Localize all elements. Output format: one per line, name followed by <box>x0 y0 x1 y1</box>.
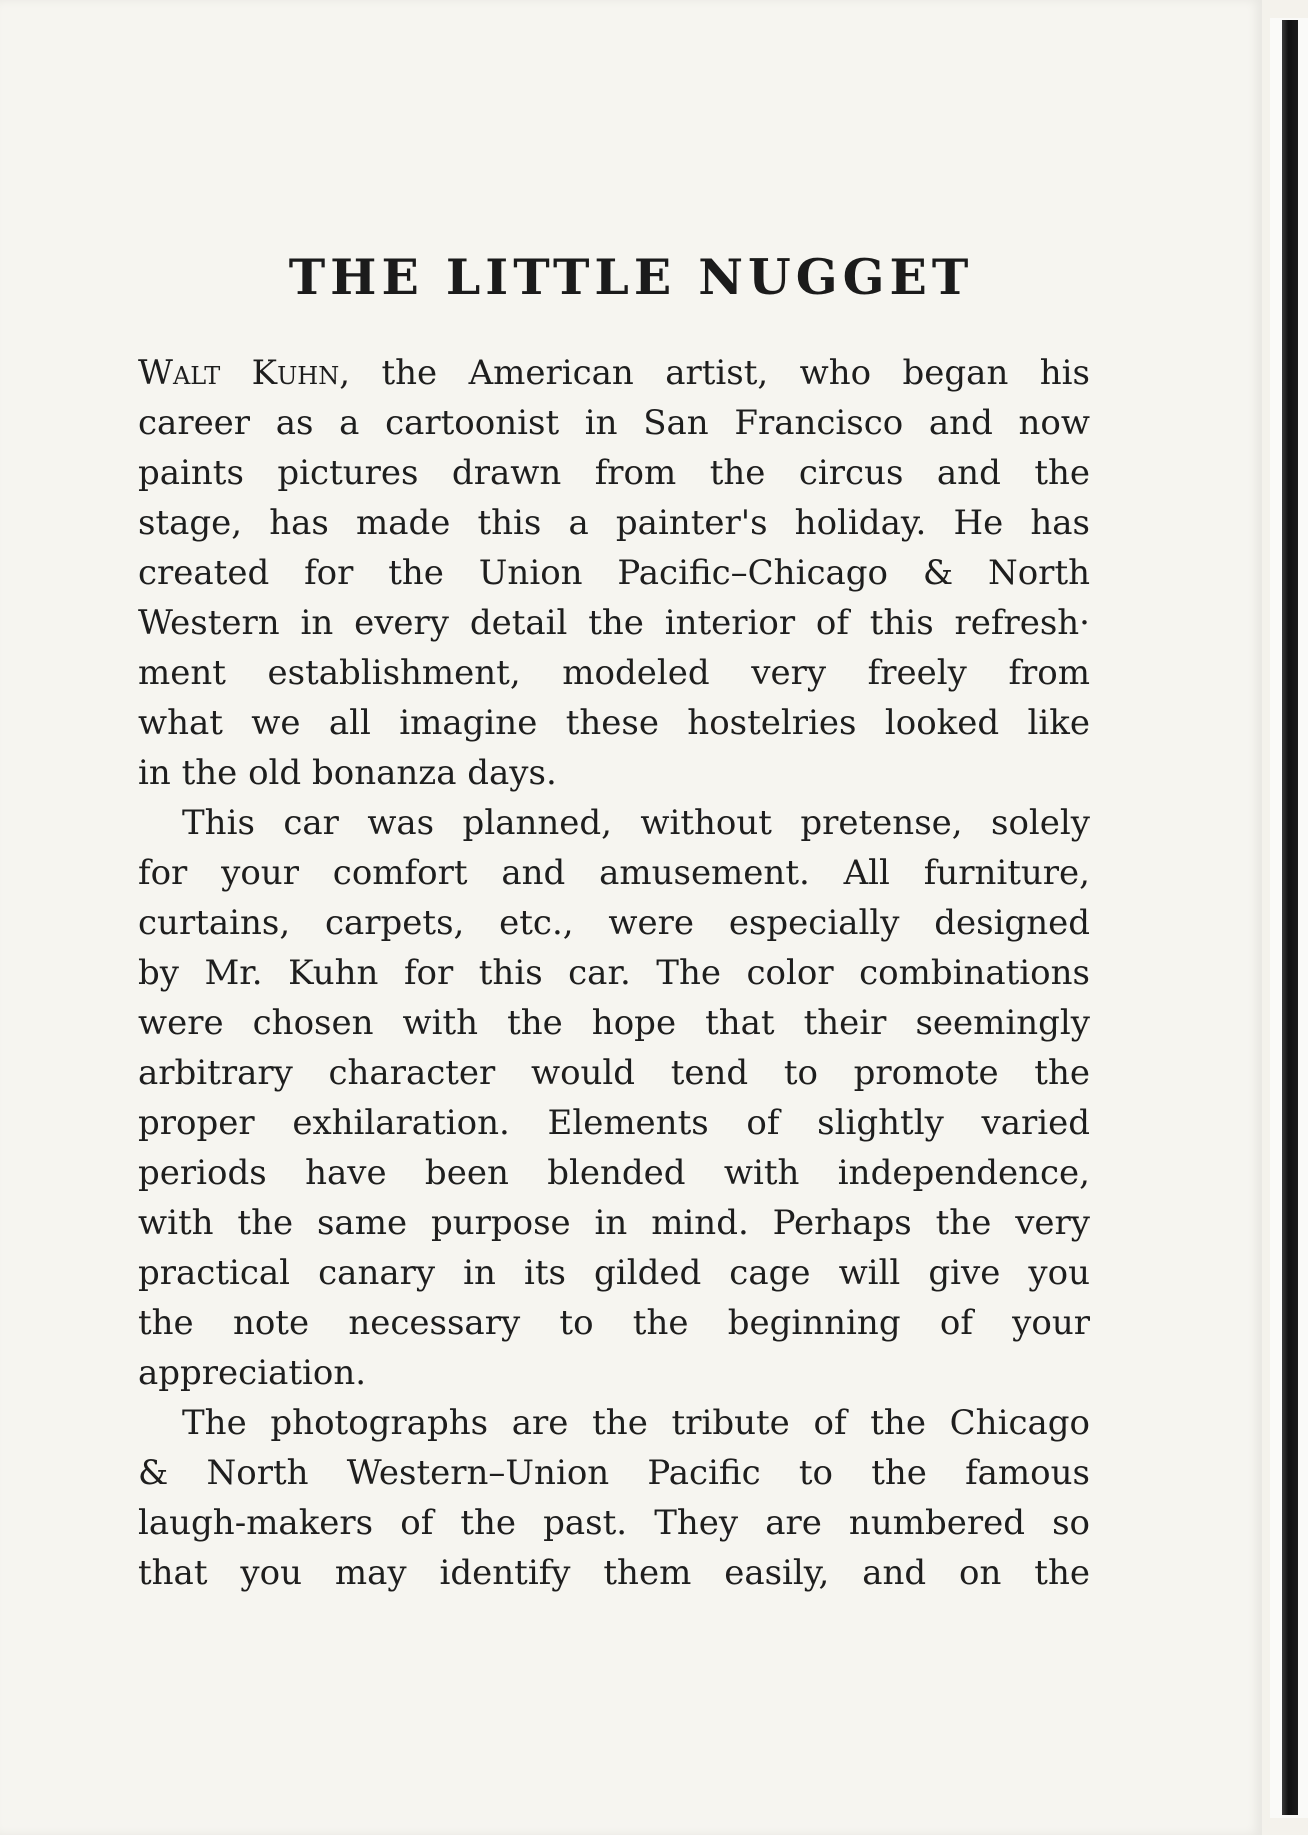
text-line: ment establishment, modeled very freely from <box>138 653 1090 693</box>
text-line: & North Western–Union Pacific to the famous <box>138 1453 1090 1493</box>
text-line: practical canary in its gilded cage will give you <box>138 1253 1090 1293</box>
text-line: arbitrary character would tend to promote the <box>138 1053 1090 1093</box>
text-line: what we all imagine these hostelries looked like <box>138 703 1090 743</box>
page-title: THE LITTLE NUGGET <box>288 248 974 306</box>
text-line: that you may identify them easily, and on the <box>138 1553 1090 1593</box>
author-name: Walt Kuhn, <box>138 353 351 393</box>
text-line: paints pictures drawn from the circus and the <box>138 453 1090 493</box>
text-line: were chosen with the hope that their seemingly <box>138 1003 1090 1043</box>
text-line: periods have been blended with independence, <box>138 1153 1090 1193</box>
text-line: stage, has made this a painter's holiday. He has <box>138 503 1090 543</box>
text-line: curtains, carpets, etc., were especially designed <box>138 903 1090 943</box>
text-line: created for the Union Pacific–Chicago & North <box>138 553 1090 593</box>
text-line: in the old bonanza days. <box>138 753 557 793</box>
text-line: Western in every detail the interior of this refresh· <box>138 603 1090 643</box>
binding-edge <box>1282 20 1298 1815</box>
text-line: Walt Kuhn, the American artist, who began his <box>138 353 1090 393</box>
text-line: The photographs are the tribute of the Chicago <box>182 1403 1090 1443</box>
text-line: laugh-makers of the past. They are numbered so <box>138 1503 1090 1543</box>
text-line: appreciation. <box>138 1353 367 1393</box>
body-text <box>138 348 1090 1598</box>
text-line: for your comfort and amusement. All furniture, <box>138 853 1090 893</box>
text-line: the note necessary to the beginning of your <box>138 1303 1090 1343</box>
text-line: This car was planned, without pretense, solely <box>182 803 1090 843</box>
text-line: career as a cartoonist in San Francisco and now <box>138 403 1090 443</box>
text-line: proper exhilaration. Elements of slightly varied <box>138 1103 1090 1143</box>
text-line: with the same purpose in mind. Perhaps the very <box>138 1203 1090 1243</box>
text-line: by Mr. Kuhn for this car. The color combinations <box>138 953 1090 993</box>
